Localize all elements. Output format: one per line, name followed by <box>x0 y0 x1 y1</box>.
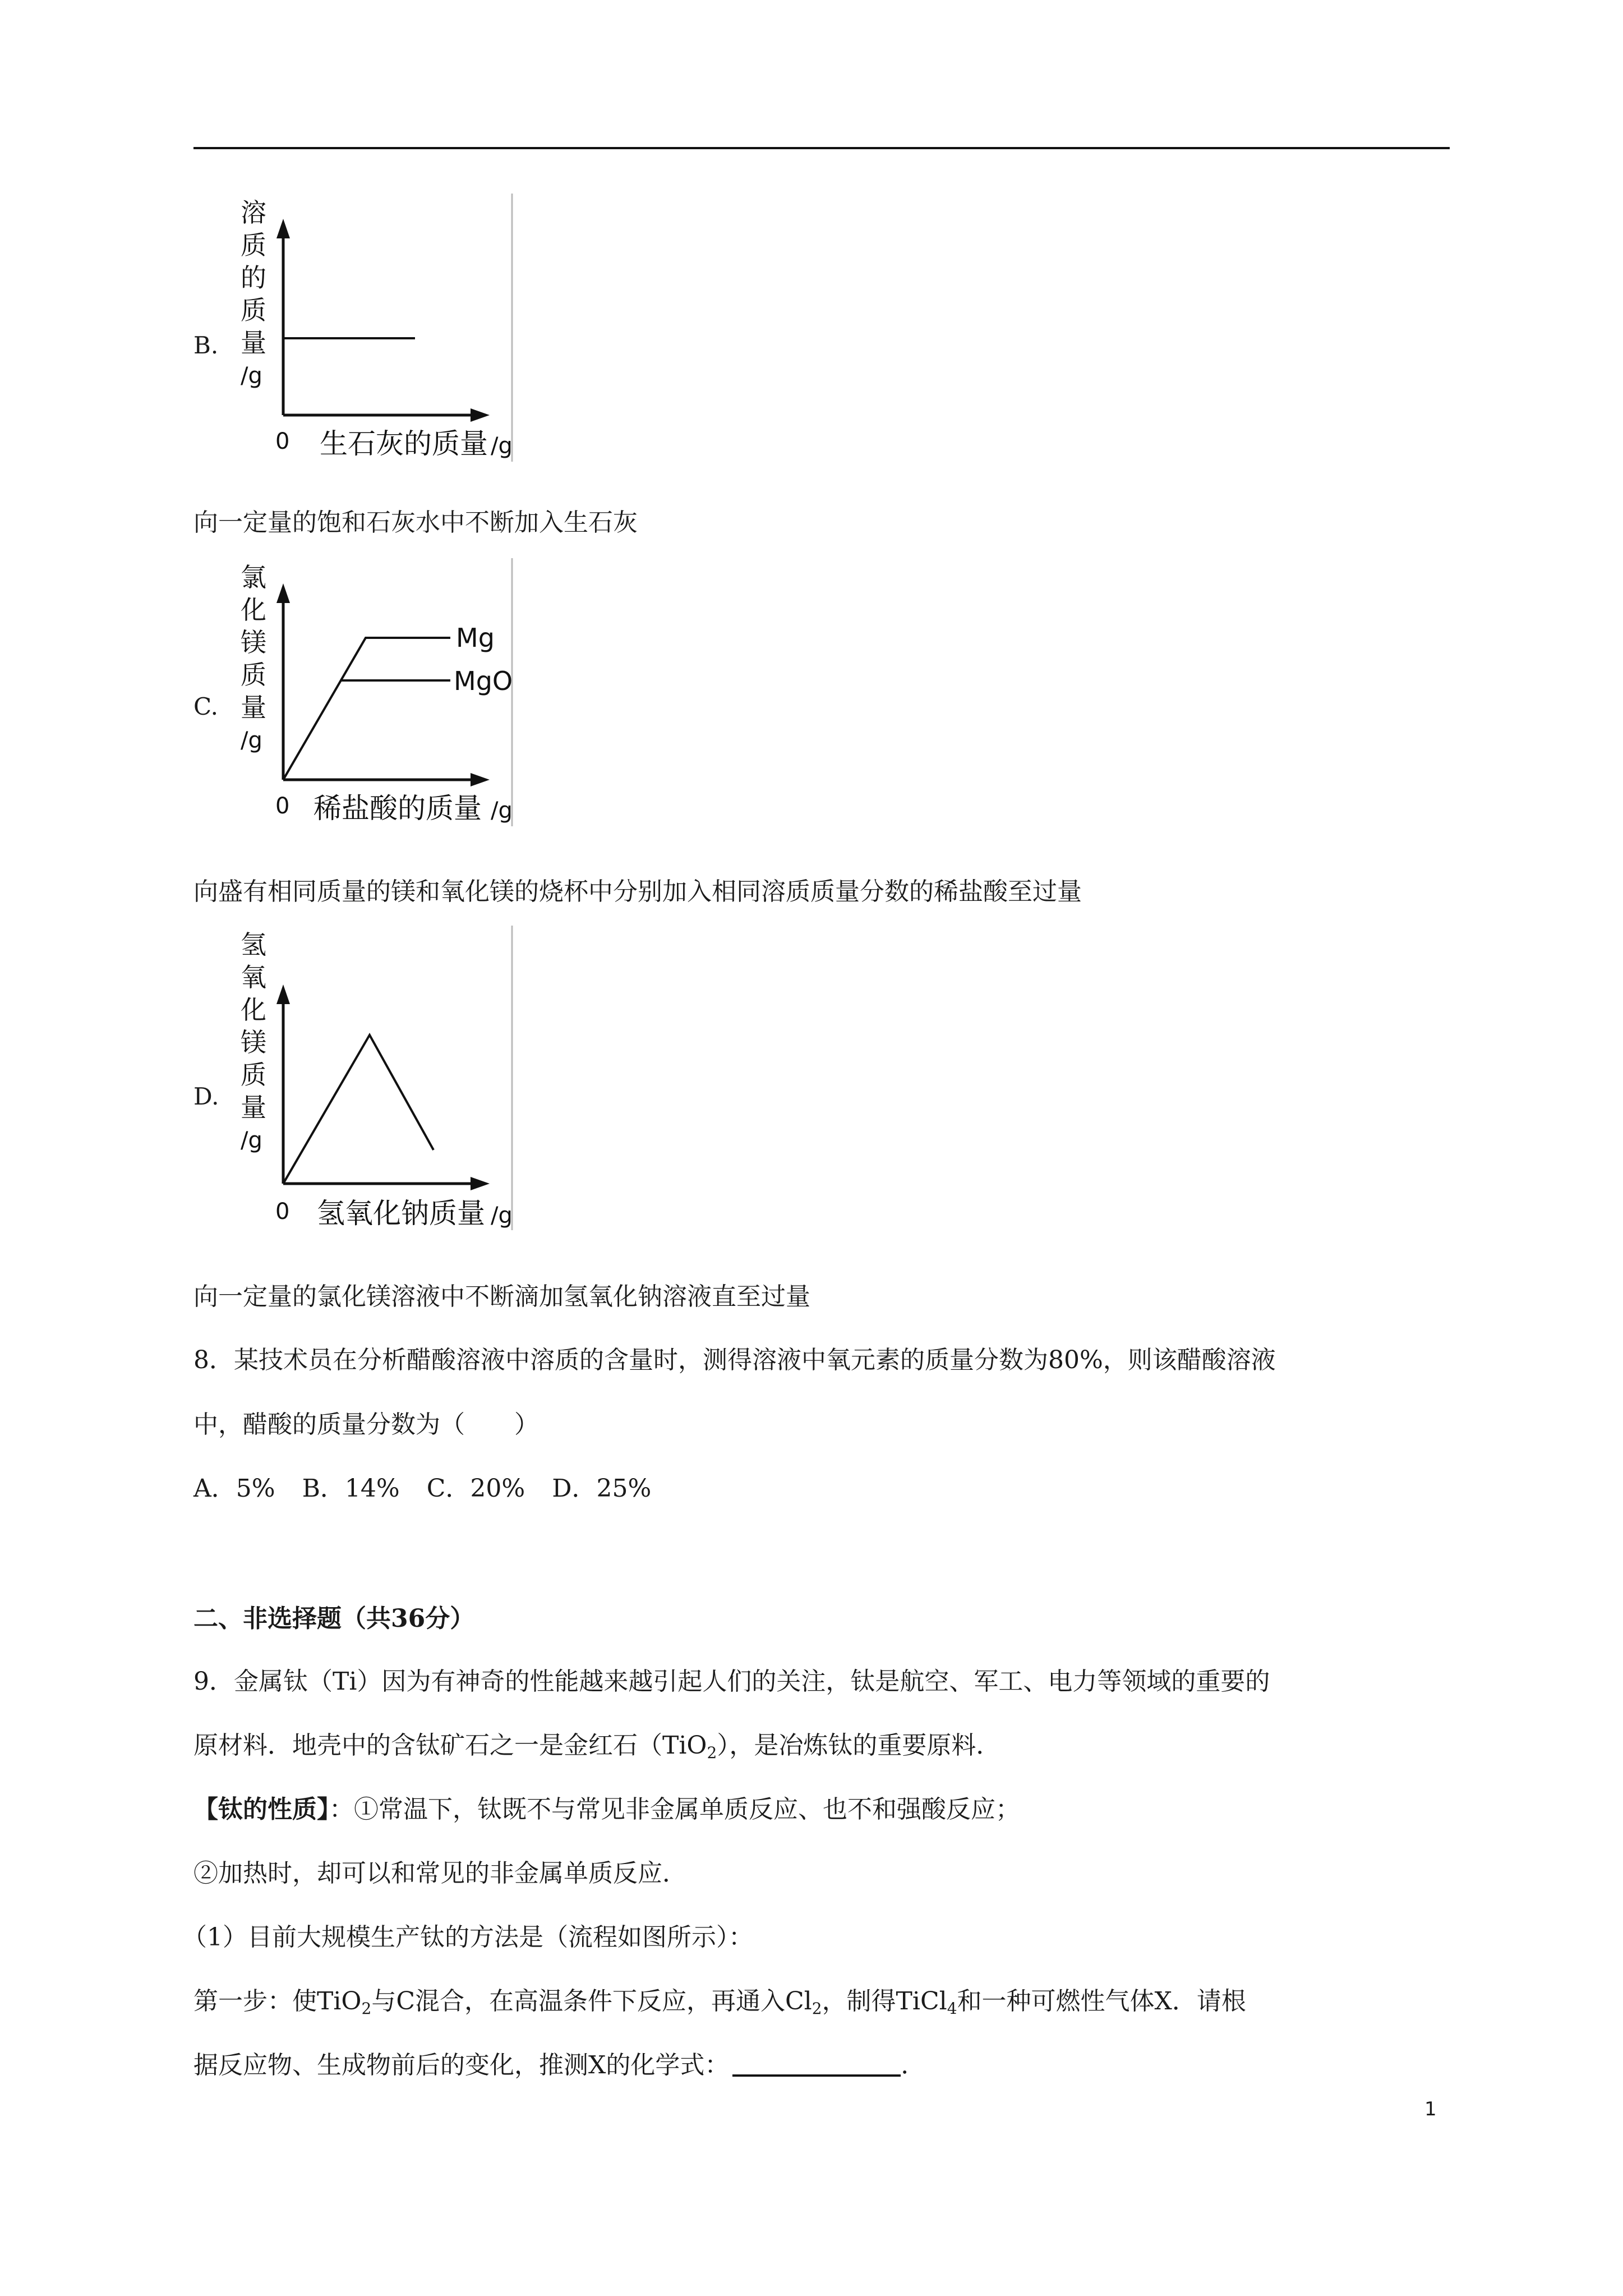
svg-text:质: 质 <box>241 295 266 325</box>
answer-blank[interactable] <box>732 2050 901 2077</box>
q9-step1-line1: 第一步：使TiO$_2$与C混合，在高温条件下反应，再通入$Cl_2$，制得TiCl$_4$和一种可燃性气体X．请根 <box>193 1987 1246 2018</box>
q8-stem-line1: 8．某技术员在分析醋酸溶液中溶质的含量时，测得溶液中氧元素的质量分数为80%，则该醋酸溶液 <box>193 1346 1276 1374</box>
q9-step1-line2: 据反应物、生成物前后的变化，推测X的化学式： ． <box>193 2051 926 2079</box>
option-d-y-label <box>241 930 266 1153</box>
option-c-origin: 0 <box>275 793 290 819</box>
svg-text:质: 质 <box>241 1060 266 1090</box>
svg-text:溶: 溶 <box>241 197 266 228</box>
option-c-graph <box>238 558 519 827</box>
svg-text:量: 量 <box>241 692 266 723</box>
option-c-y-arrow <box>276 583 290 603</box>
option-c-x-unit: /g <box>491 798 513 823</box>
option-c-mg-label: Mg <box>456 623 495 653</box>
option-b-x-label: 生石灰的质量 <box>320 427 488 460</box>
option-d-graph <box>238 926 519 1231</box>
q8-stem-line2: 中，醋酸的质量分数为（ ） <box>193 1410 539 1439</box>
section-2-heading: 二、非选择题（共36分） <box>193 1604 475 1633</box>
svg-text:化: 化 <box>241 995 266 1025</box>
option-d-x-arrow <box>471 1177 490 1190</box>
q8-choice-a: A．5% <box>193 1474 275 1503</box>
option-b-x-arrow <box>471 408 490 422</box>
option-c-mgo-label: MgO <box>454 666 513 696</box>
svg-text:的: 的 <box>241 263 266 293</box>
option-d-origin: 0 <box>275 1199 290 1225</box>
svg-text:量: 量 <box>241 328 266 358</box>
option-d-label: D. <box>193 1083 219 1110</box>
svg-text:/g: /g <box>241 363 262 389</box>
q9-properties-line2: ②加热时，却可以和常见的非金属单质反应． <box>193 1859 687 1888</box>
option-c-label: C. <box>193 693 218 720</box>
q8-choice-c: C．20% <box>426 1474 525 1503</box>
option-d-curve <box>283 1035 434 1184</box>
svg-text:镁: 镁 <box>241 627 266 657</box>
svg-text:质: 质 <box>241 660 266 690</box>
q8-choice-b: B．14% <box>302 1474 400 1503</box>
svg-text:氢: 氢 <box>241 930 266 960</box>
option-c-x-arrow <box>471 773 490 786</box>
option-d-y-arrow <box>276 984 290 1004</box>
option-b-caption: 向一定量的饱和石灰水中不断加入生石灰 <box>193 508 638 537</box>
q9-properties-line1: 【钛的性质】：①常温下，钛既不与常见非金属单质反应、也不和强酸反应； <box>193 1795 1020 1824</box>
option-b-label: B. <box>193 332 219 359</box>
svg-text:/g: /g <box>241 728 262 753</box>
q8-choices <box>193 1472 670 1506</box>
svg-text:量: 量 <box>241 1092 266 1122</box>
option-d-x-label: 氢氧化钠质量 <box>317 1197 485 1230</box>
svg-text:化: 化 <box>241 595 266 625</box>
svg-text:/g: /g <box>241 1128 262 1153</box>
q9-sub1: （1）目前大规模生产钛的方法是（流程如图所示）： <box>182 1923 753 1952</box>
option-b-graph <box>238 194 519 463</box>
q8-choice-d: D．25% <box>552 1474 652 1503</box>
q9-line2: 原材料．地壳中的含钛矿石之一是金红石（TiO$_2$），是冶炼钛的重要原料． <box>193 1731 1001 1762</box>
svg-text:氧: 氧 <box>241 962 266 992</box>
option-d-x-unit: /g <box>491 1203 513 1228</box>
option-c-curve-mg <box>283 638 450 780</box>
option-d-caption: 向一定量的氯化镁溶液中不断滴加氢氧化钠溶液直至过量 <box>193 1282 810 1311</box>
option-b-y-label <box>241 197 266 389</box>
option-c-y-label <box>241 562 266 753</box>
page-number: 1 <box>1424 2098 1437 2120</box>
option-c-x-label: 稀盐酸的质量 <box>313 792 482 825</box>
q9-line1: 9．金属钛（Ti）因为有神奇的性能越来越引起人们的关注，钛是航空、军工、电力等领域的重要的 <box>193 1667 1270 1696</box>
option-c-caption: 向盛有相同质量的镁和氧化镁的烧杯中分别加入相同溶质质量分数的稀盐酸至过量 <box>193 877 1082 906</box>
svg-text:质: 质 <box>241 230 266 260</box>
option-b-y-arrow <box>276 219 290 238</box>
option-b-x-unit: /g <box>491 433 513 459</box>
option-b-origin: 0 <box>275 429 290 454</box>
svg-text:氯: 氯 <box>241 562 266 592</box>
q9-properties-title: 【钛的性质】 <box>193 1795 329 1824</box>
header-rule <box>193 147 1450 149</box>
svg-text:镁: 镁 <box>241 1027 266 1057</box>
